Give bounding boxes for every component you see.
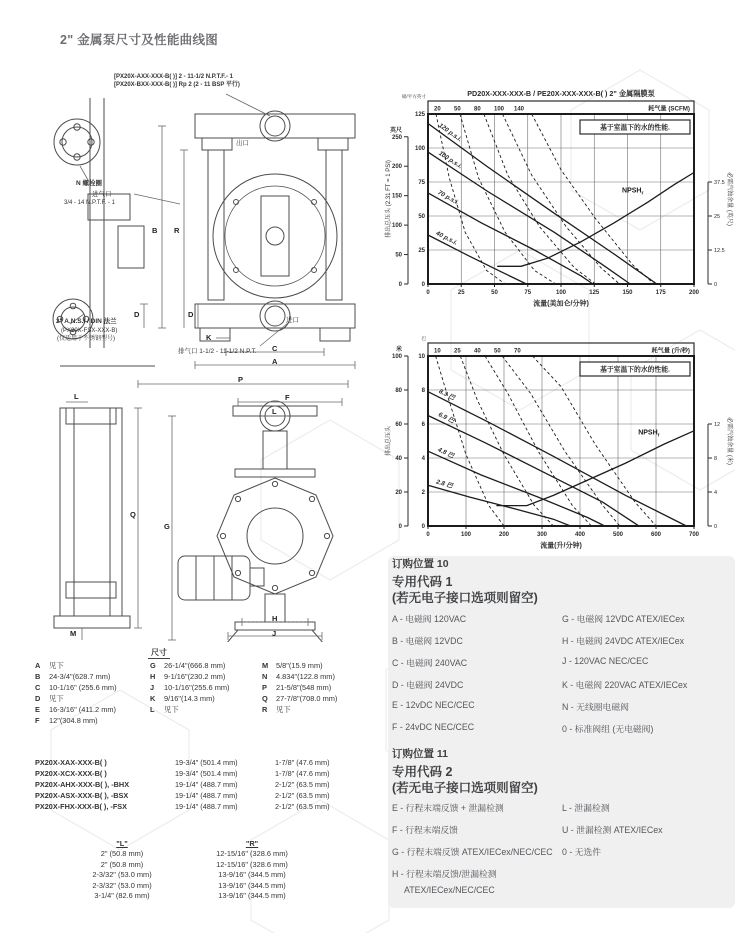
dim-letter-q: Q [130,510,136,519]
svg-text:0: 0 [398,282,402,288]
dim-letter-g: G [164,522,170,531]
svg-text:150: 150 [622,290,633,296]
lr-value-r: 13-9/16" (344.5 mm) [218,870,286,879]
dim-key: M [262,661,269,670]
model-dim-l: 19-3/4" (501.4 mm) [175,758,238,767]
svg-text:0: 0 [421,524,425,530]
section10-subtitle: 专用代码 1 [392,575,453,589]
table-row [35,790,330,801]
table-header-row [62,838,322,849]
svg-text:4: 4 [421,456,425,462]
table-row [150,682,229,693]
svg-text:流量(升/分钟): 流量(升/分钟) [540,542,582,550]
svg-text:基于室温下的水的性能.: 基于室温下的水的性能. [600,124,670,132]
table-row [35,671,117,682]
dim-key: L [150,705,155,714]
svg-text:250: 250 [391,134,402,141]
svg-text:500: 500 [612,532,624,538]
svg-text:必需汽蚀余量 (米): 必需汽蚀余量 (米) [726,417,732,465]
list-item: J - 120VAC NEC/CEC [562,656,649,666]
pump-front-view-drawing [30,374,375,642]
table-row [35,779,330,790]
table-row [62,870,322,881]
dimension-table-col3 [262,660,337,715]
svg-text:50: 50 [418,214,425,220]
lr-value-r: 12-15/16" (328.6 mm) [216,859,288,869]
table-row [35,801,330,812]
svg-text:0: 0 [421,282,425,288]
svg-text:40: 40 [395,456,402,462]
list-item: K - 电磁阀 220VAC ATEX/IECex [562,680,688,690]
model-dimension-table [35,757,330,812]
lr-value-r: 12-15/16" (328.6 mm) [216,849,288,858]
model-dim-l: 19-1/4" (488.7 mm) [175,780,238,789]
svg-text:60: 60 [395,422,402,428]
side-callout-line2: [PX20X-BXX-XXX-B( )] Rp 2 (2 - 11 BSP 平行) [114,82,240,88]
svg-text:0: 0 [398,524,402,530]
performance-chart-metric-units [382,326,734,554]
svg-text:NPSHr: $NPSH_r$ [622,187,644,197]
svg-text:50: 50 [491,290,498,296]
lr-value-l: 3-1/4" (82.6 mm) [94,891,150,900]
dim-key: P [262,683,267,692]
table-row [62,891,322,902]
table-row [262,693,337,704]
svg-text:100: 100 [555,290,567,296]
dim-letter-d2: D [188,310,194,319]
lr-value-l: 2" (50.8 mm) [100,859,144,869]
dim-letter-d1: D [134,310,140,319]
page-title: 2" 金属泵尺寸及性能曲线图 [60,33,219,47]
svg-text:50: 50 [454,106,461,113]
model-code: PX20X-AHX-XXX-B( ), -BHX [35,780,130,789]
svg-text:200: 200 [391,164,402,171]
table-row [62,849,322,860]
section11-subtitle: 专用代码 2 [392,765,453,779]
lr-header-l: "L" [116,839,128,848]
dim-value: 见下 [49,661,64,670]
svg-text:耗气量 (SCFM): 耗气量 (SCFM) [648,105,690,113]
list-item: U - 泄漏检测 ATEX/IECex [562,825,663,835]
svg-text:600: 600 [650,532,662,538]
svg-text:8.3 巴: 8.3 巴 [437,388,456,402]
dim-value: 12"(304.8 mm) [49,716,98,725]
svg-text:磅/平方英寸: 磅/平方英寸 [401,94,426,99]
lr-table [62,838,322,902]
section11-note: (若无电子接口选项则留空) [392,781,538,795]
side-inlet-label: 进口 [286,317,299,324]
lr-value-l: 2-3/32" (53.0 mm) [92,870,152,879]
table-row [262,660,337,671]
dim-letter-j: J [272,629,277,638]
section10-note: (若无电子接口选项则留空) [392,591,538,605]
svg-text:200: 200 [498,532,510,538]
dim-value: 5/8"(15.9 mm) [276,661,323,670]
dim-key: K [150,694,156,703]
table-row [150,704,229,715]
dim-value: 21-5/8"(548 mm) [276,683,332,692]
svg-text:100: 100 [414,146,425,152]
svg-text:英尺: 英尺 [389,127,402,134]
pump-front-view-art [30,374,375,642]
svg-text:6: 6 [421,422,425,428]
svg-text:175: 175 [655,290,666,296]
svg-text:200: 200 [688,290,700,296]
model-dim-l: 19-3/4" (501.4 mm) [175,769,238,778]
model-dim-r: 1-7/8" (47.6 mm) [275,758,330,767]
svg-text:流量(美加仑/分钟): 流量(美加仑/分钟) [533,300,589,308]
dim-key: C [35,683,41,692]
svg-text:4.8 巴: 4.8 巴 [436,446,455,460]
dim-value: 9-1/16"(230.2 mm) [164,672,226,681]
dim-letter-k: K [206,333,212,342]
svg-text:100: 100 [391,354,402,360]
dim-value: 27-7/8"(708.0 mm) [276,694,338,703]
dim-value: 见下 [164,705,179,714]
svg-text:125: 125 [589,290,600,296]
svg-text:8: 8 [421,388,425,394]
dim-value: 4.834"(122.8 mm) [276,672,335,681]
svg-text:100: 100 [391,223,402,230]
list-item: E - 行程末端反馈 + 泄漏检测 [392,803,504,813]
dim-value: 9/16"(14.3 mm) [164,694,215,703]
dim-letter-f: F [285,393,290,402]
svg-text:12.5: 12.5 [714,248,725,254]
dim-letter-h: H [272,614,278,623]
list-item: 0 - 标准阀组 (无电磁阀) [562,724,654,734]
svg-text:10: 10 [434,348,441,355]
svg-text:37.5: 37.5 [714,180,725,186]
svg-text:80: 80 [395,388,402,394]
dim-letter-b: B [152,226,158,235]
list-item: F - 行程末端反馈 [392,825,458,835]
lr-value-l: 2-3/32" (53.0 mm) [92,880,152,890]
svg-text:75: 75 [524,290,532,296]
svg-text:25: 25 [418,248,425,254]
dim-key: D [35,694,41,703]
side-flange-note: (仅适用于不锈钢型号) [57,336,115,342]
svg-text:140: 140 [514,106,525,113]
side-air-inlet-label: 进气口 [92,191,112,198]
svg-text:40: 40 [474,348,481,355]
svg-text:基于室温下的水的性能.: 基于室温下的水的性能. [600,366,670,374]
svg-text:2.8 巴: 2.8 巴 [435,478,454,490]
svg-text:2: 2 [421,490,425,496]
model-code: PX20X-FHX-XXX-B( ), -FSX [35,802,128,811]
svg-text:NPSHr: $NPSH_r$ [638,429,660,439]
svg-text:20: 20 [395,490,402,496]
list-item: G - 电磁阀 12VDC ATEX/IECex [562,614,685,624]
svg-text:700: 700 [688,532,700,538]
lr-value-r: 13-9/16" (344.5 mm) [218,880,286,890]
svg-text:必需汽蚀余量 (英尺): 必需汽蚀余量 (英尺) [726,172,732,226]
pump-side-view-drawing [30,76,375,374]
svg-text:100 p.s.i.: 100 p.s.i. [437,149,464,171]
model-dim-r: 1-7/8" (47.6 mm) [275,769,330,778]
list-item: N - 无线圈电磁阀 [562,702,629,712]
table-row [262,682,337,693]
svg-text:10: 10 [418,354,425,360]
svg-text:4: 4 [714,490,718,496]
side-air-inlet-size: 3/4 - 14 N.P.T.F. - 1 [64,200,115,206]
side-outlet-label: 出口 [236,140,249,147]
dim-key: B [35,672,41,681]
list-item: L - 泄漏检测 [562,803,610,813]
svg-text:0: 0 [714,524,718,530]
dim-value: 见下 [49,694,64,703]
dim-letter-l1: L [74,392,79,401]
svg-text:25: 25 [457,290,465,296]
list-item: B - 电磁阀 12VDC [392,636,463,646]
dimension-table-col1 [35,660,117,726]
model-code: PX20X-XCX-XXX-B( ) [35,769,107,778]
dim-value: 10-1/16" (255.6 mm) [49,683,117,692]
dimension-table-title: 尺寸 [148,647,170,659]
list-item: F - 24vDC NEC/CEC [392,722,475,732]
svg-text:100: 100 [494,106,505,113]
svg-text:400: 400 [574,532,586,538]
table-row [150,693,229,704]
svg-text:20: 20 [434,106,441,113]
list-item: E - 12vDC NEC/CEC [392,700,475,710]
table-row [62,881,322,892]
svg-text:75: 75 [418,180,425,186]
dim-value: 26-1/4"(666.8 mm) [164,661,226,670]
section10-title: 订购位置 10 [392,558,449,570]
list-item: G - 行程末端反馈 ATEX/IECex/NEC/CEC [392,847,553,857]
dim-key: N [262,672,268,681]
svg-text:0: 0 [426,290,430,296]
model-dim-r: 2-1/2" (63.5 mm) [275,802,330,811]
list-item: A - 电磁阀 120VAC [392,614,467,624]
svg-text:70: 70 [514,348,521,355]
side-callout-line1: [PX20X-AXX-XXX-B( )] 2 - 11-1/2 N.P.T.F.- 1 [114,74,233,80]
side-flange-label: 2" A.N.S.I / DIN 法兰 [56,318,117,325]
dim-letter-l2: L [272,407,277,416]
lr-header-r: "R" [245,839,259,848]
table-row [35,757,330,768]
dim-letter-m: M [70,629,77,638]
dim-key: G [150,661,156,670]
dim-letter-a: A [272,357,278,366]
svg-text:120 p.s.i.: 120 p.s.i. [437,122,463,144]
model-dim-l: 19-1/4" (488.7 mm) [175,802,238,811]
svg-text:25: 25 [714,214,721,220]
lr-value-l: 2" (50.8 mm) [100,849,144,858]
table-row [35,682,117,693]
dim-key: J [150,683,155,692]
list-item: C - 电磁阀 240VAC [392,658,468,668]
table-row [35,715,117,726]
dim-letter-c: C [272,344,278,353]
side-bolt-circle-label: N 螺栓圈 [76,180,102,187]
dim-key: F [35,716,40,725]
svg-text:125: 125 [414,112,425,118]
svg-text:50: 50 [395,252,402,259]
dim-value: 10-1/16"(255.6 mm) [164,683,230,692]
table-row [35,693,117,704]
svg-text:80: 80 [474,106,481,113]
dim-key: R [262,705,268,714]
svg-text:巴: 巴 [421,336,426,341]
list-item: H - 电磁阀 24VDC ATEX/IECex [562,636,685,646]
side-flange-model: (PX20X-FSX-XXX-B) [61,328,118,334]
table-row [35,768,330,779]
table-row [35,660,117,671]
list-item: H - 行程末端反馈/泄漏检测 [392,869,497,879]
svg-text:米: 米 [395,347,402,353]
model-dim-r: 2-1/2" (63.5 mm) [275,791,330,800]
svg-text:排出总压头 (2.31 FT = 1 PSI): 排出总压头 (2.31 FT = 1 PSI) [386,160,392,238]
table-row [262,671,337,682]
performance-chart-us-units [382,84,734,312]
section11-title: 订购位置 11 [392,748,449,760]
svg-text:150: 150 [391,193,402,200]
svg-text:6.9 巴: 6.9 巴 [437,411,456,425]
dim-value: 24-3/4"(628.7 mm) [49,672,111,681]
list-item-continuation: ATEX/IECex/NEC/CEC [404,885,495,895]
svg-text:12: 12 [714,422,721,428]
dim-value: 16-3/16" (411.2 mm) [49,705,116,714]
model-code: PX20X-XAX-XXX-B( ) [35,758,107,767]
svg-text:25: 25 [454,348,461,355]
svg-text:70 p.s.i.: 70 p.s.i. [436,189,461,207]
svg-text:50: 50 [494,348,501,355]
list-item: D - 电磁阀 24VDC [392,680,464,690]
lr-value-r: 13-9/16" (344.5 mm) [218,891,286,900]
dim-key: A [35,661,41,670]
dim-letter-r: R [174,226,180,235]
svg-text:40 p.s.i.: 40 p.s.i. [434,229,459,247]
dim-key: Q [262,694,268,703]
dim-value: 见下 [276,705,291,714]
list-item: 0 - 无选件 [562,847,602,857]
svg-text:排出总压头: 排出总压头 [386,425,392,457]
svg-text:300: 300 [536,532,548,538]
svg-text:PD20X-XXX-XXX-B / PE20X-XXX-XX: PD20X-XXX-XXX-B / PE20X-XXX-XXX-B( ) 2" 金属隔膜泵 [467,89,655,98]
table-row [62,860,322,871]
table-row [150,671,229,682]
model-code: PX20X-ASX-XXX-B( ), -BSX [35,791,129,800]
svg-text:0: 0 [714,282,718,288]
table-row [150,660,229,671]
svg-text:100: 100 [460,532,472,538]
dim-key: H [150,672,156,681]
table-row [35,704,117,715]
dim-key: E [35,705,40,714]
svg-text:耗气量 (升/秒): 耗气量 (升/秒) [651,347,690,355]
dimension-table-col2 [150,660,229,715]
svg-text:8: 8 [714,456,718,462]
dim-letter-p: P [238,375,244,384]
side-exhaust-label: 排气口 1-1/2 - 11-1/2 N.P.T. [178,348,257,355]
svg-text:0: 0 [426,532,430,538]
model-dim-r: 2-1/2" (63.5 mm) [275,780,330,789]
model-dim-l: 19-1/4" (488.7 mm) [175,791,238,800]
table-row [262,704,337,715]
